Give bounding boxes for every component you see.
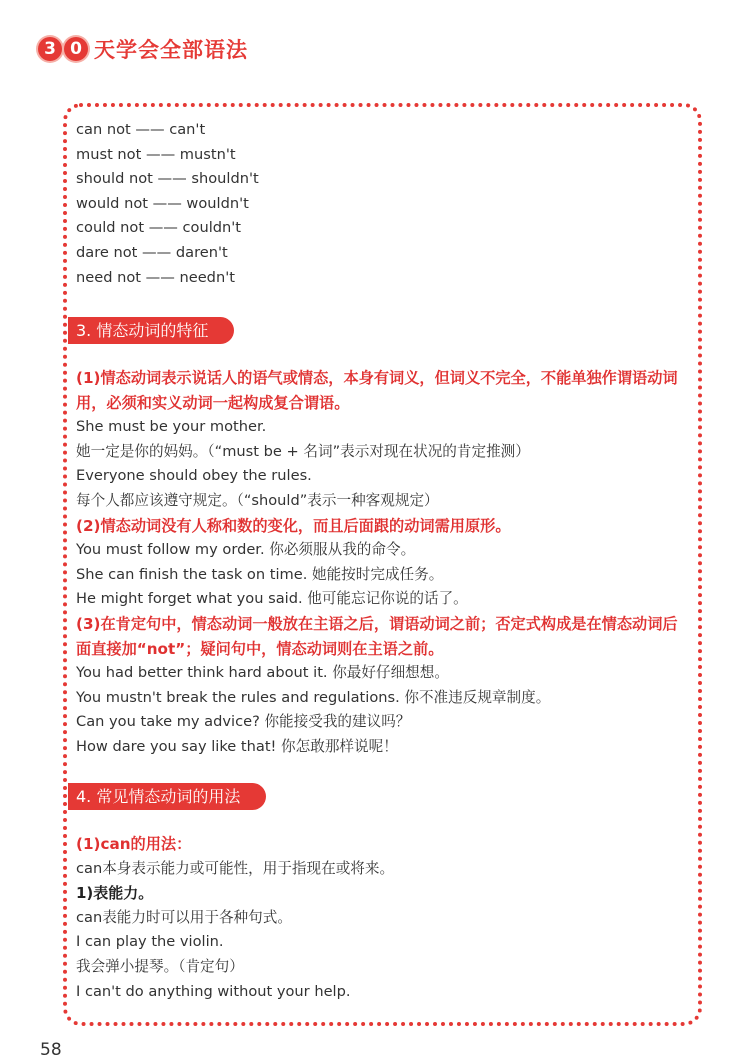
contraction-item: should not —— shouldn't <box>76 170 259 188</box>
example-line: Can you take my advice? 你能接受我的建议吗？ <box>76 713 411 731</box>
example-line: Everyone should obey the rules. <box>76 467 312 485</box>
section-3-heading: 3. 情态动词的特征 <box>68 317 234 344</box>
example-line: He might forget what you said. 他可能忘记你说的话了。 <box>76 590 468 608</box>
contraction-item: would not —— wouldn't <box>76 194 249 212</box>
example-line: She must be your mother. <box>76 418 267 436</box>
contraction-item: could not —— couldn't <box>76 219 242 237</box>
example-line: 她一定是你的妈妈。（“must be + 名词”表示对现在状况的肯定推测） <box>76 442 530 460</box>
example-line: 每个人都应该遵守规定。（“should”表示一种客观规定） <box>76 491 439 509</box>
subheading-can-usage: (1)can的用法： <box>76 835 192 853</box>
section-4-heading: 4. 常见情态动词的用法 <box>68 783 266 810</box>
contraction-item: need not —— needn't <box>76 268 235 286</box>
series-title: 天学会全部语法 <box>94 38 248 62</box>
rule-1: (1)情态动词表示说话人的语气或情态，本身有词义，但词义不完全，不能单独作谓语动词用，必须和实义动词一起构成复合谓语。 <box>76 369 678 412</box>
contraction-item: must not —— mustn't <box>76 145 236 163</box>
series-number-digit: 0 <box>64 37 88 61</box>
body-line: can表能力时可以用于各种句式。 <box>76 908 292 926</box>
contraction-item: dare not —— daren't <box>76 243 228 261</box>
section-3-heading-row <box>76 317 681 344</box>
example-line: She can finish the task on time. 她能按时完成任务。 <box>76 565 444 583</box>
contraction-item: can not —— can't <box>76 121 206 138</box>
section-4-body <box>76 832 681 1004</box>
section-4-heading-row <box>76 783 681 810</box>
rule-3: (3)在肯定句中，情态动词一般放在主语之后，谓语动词之前；否定式构成是在情态动词后面直接加“not”；疑问句中，情态动词则在主语之前。 <box>76 614 678 658</box>
subheading-ability: 1)表能力。 <box>76 884 154 903</box>
page-number: 58 <box>40 1040 62 1060</box>
body-line: can本身表示能力或可能性，用于指现在或将来。 <box>76 859 395 877</box>
example-line: I can play the violin. <box>76 933 224 951</box>
example-line: How dare you say like that! 你怎敢那样说呢！ <box>76 737 398 755</box>
section-3-body <box>76 366 681 760</box>
example-line: You mustn't break the rules and regulations. 你不准违反规章制度。 <box>76 688 551 706</box>
example-line: 我会弹小提琴。（肯定句） <box>76 957 244 975</box>
example-line: You must follow my order. 你必须服从我的命令。 <box>76 541 416 559</box>
contractions-list <box>76 118 681 290</box>
example-line: You had better think hard about it. 你最好仔细想想。 <box>76 664 449 682</box>
example-line: I can't do anything without your help. <box>76 982 351 1000</box>
rule-2: (2)情态动词没有人称和数的变化，而且后面跟的动词需用原形。 <box>76 516 511 535</box>
book-series-logo <box>38 30 248 68</box>
series-number-digit: 3 <box>38 37 62 61</box>
